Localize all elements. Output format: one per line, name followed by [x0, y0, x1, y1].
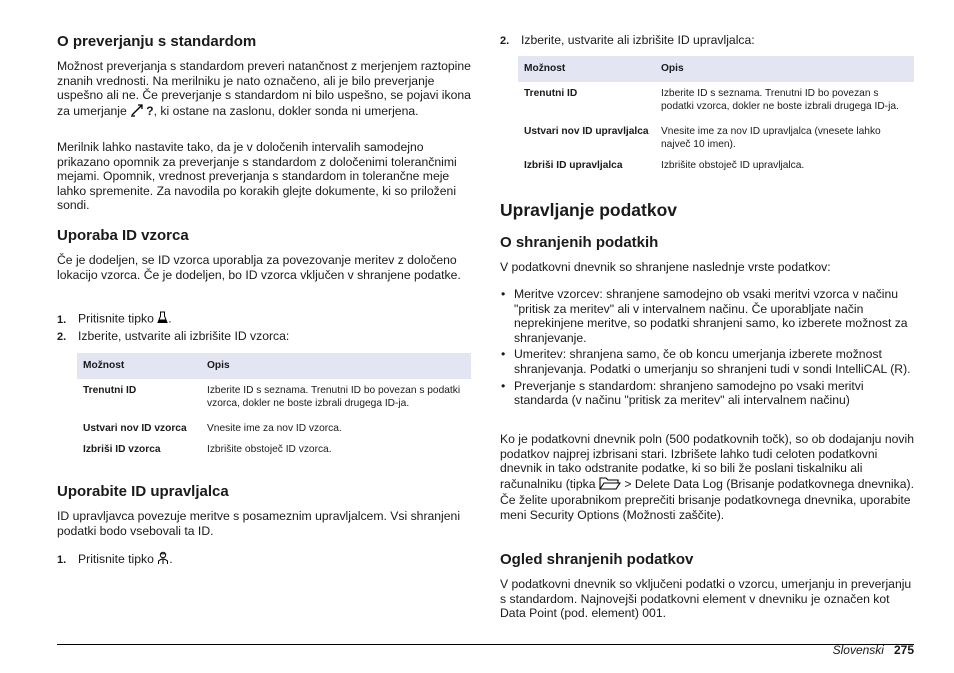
step-number: 1. [57, 554, 67, 567]
table-row [77, 415, 471, 440]
section-title-stored-data: O shranjenih podatkih [500, 234, 659, 251]
operator-id-step-2 [500, 33, 755, 49]
operator-id-paragraph: ID upravljavca povezuje meritve s posameznim upravljalcem. Vsi shranjeni podatki bodo vsebovali ta ID. [57, 509, 461, 538]
table-cell-option: Trenutni ID [524, 88, 578, 99]
standard-check-text-b: , ki ostane na zaslonu, dokler sonda ni umerjena. [153, 103, 419, 118]
step-text: Izberite, ustvarite ali izbrišite ID upravljalca: [521, 33, 755, 47]
standard-check-text-a: Možnost preverjanja s standardom preveri natančnost z merjenjem raztopine znanih vrednosti. Na merilniku je nato označeno, ali je bilo preverjanje uspešno ali ne. Če preverjanje s standardom ni bilo uspešno, se pojavi ikona za umerjanje [57, 59, 471, 118]
footer-divider [57, 644, 914, 645]
step-text: Izberite, ustvarite ali izbrišite ID vzorca: [78, 329, 290, 343]
list-item: • Umeritev: shranjena samo, če ob koncu umerjanja izberete možnost shranjevanja. Podatki o umerjanju so shranjeni tudi v sondi IntelliCAL (R). [500, 347, 914, 376]
sample-id-step-2 [57, 329, 289, 345]
calibration-icon [130, 103, 146, 121]
table-cell-option: Trenutni ID [83, 385, 137, 396]
view-stored-data-paragraph: V podatkovni dnevnik so vključeni podatki o vzorcu, umerjanju in preverjanju s standardom. Najnovejši podatkovni element v dnevniku je označen kot Data Point (pod. element) 001. [500, 577, 912, 621]
step-number: 1. [57, 313, 67, 326]
sample-id-paragraph: Če je dodeljen, se ID vzorca uporablja za povezovanje meritev z določeno lokacijo vzorca. Če je dodeljen, bo ID vzorca vključen v shranjene podatke. [57, 253, 461, 282]
table-row [518, 118, 914, 156]
table-header-row [77, 353, 471, 379]
list-item: • Meritve vzorcev: shranjene samodejno ob vsaki meritvi vzorca v načinu "pritisk za meritev" ali v intervalnem načinu. Če uporabljate način neprekinjene meritve, so podatki shranjeni samo, ko izberete možnost za shranjevanje. [500, 287, 914, 345]
stored-data-types-list [500, 287, 914, 410]
step-number: 2. [500, 35, 510, 47]
section-title-view-stored-data: Ogled shranjenih podatkov [500, 551, 694, 568]
table-header-option: Možnost [518, 56, 655, 82]
table-cell-description: Izbrišite obstoječ ID upravljalca. [661, 160, 805, 171]
table-header-description: Opis [201, 353, 471, 379]
sample-id-step-1 [57, 311, 172, 328]
table-header-description: Opis [655, 56, 914, 82]
operator-icon [157, 551, 169, 569]
footer-language: Slovenski [832, 643, 884, 657]
table-row [77, 379, 471, 415]
operator-id-step-1 [57, 551, 173, 569]
stored-data-intro: V podatkovni dnevnik so shranjene naslednje vrste podatkov: [500, 260, 831, 274]
table-cell-option: Izbriši ID vzorca [83, 444, 161, 455]
step-text: Pritisnite tipko [78, 311, 154, 326]
data-log-text-b: > Delete Data Log (Brisanje podatkovnega dnevnika). Če želite uporabnikom preprečiti brisanje podatkovnega dnevnika, uporabite meni Security Options (Možnosti zaščite). [500, 476, 914, 522]
step-text: Pritisnite tipko [78, 552, 154, 567]
table-cell-description: Izbrišite obstoječ ID vzorca. [207, 444, 332, 455]
table-cell-description: Vnesite ime za nov ID vzorca. [207, 423, 342, 434]
table-cell-description: Izberite ID s seznama. Trenutni ID bo povezan s podatki vzorca, dokler ne boste izbrali drugega ID-ja. [661, 88, 899, 112]
section-title-standard-check: O preverjanju s standardom [57, 33, 257, 50]
calibration-question-mark: ? [146, 103, 154, 118]
flask-icon [157, 311, 168, 328]
table-cell-option: Ustvari nov ID upravljalca [524, 126, 649, 137]
table-row [518, 82, 914, 118]
operator-id-options-table [518, 56, 914, 177]
step-text-end: . [168, 311, 172, 326]
list-item: • Preverjanje s standardom: shranjeno samodejno po vsaki meritvi standarda (v načinu "pritisk za meritev" ali intervalnem načinu) [500, 379, 914, 408]
page-number: 275 [893, 643, 914, 657]
table-row [77, 440, 471, 461]
table-cell-option: Izbriši ID upravljalca [524, 160, 623, 171]
folder-icon [599, 476, 621, 494]
step-text-end: . [169, 552, 173, 567]
table-cell-description: Izberite ID s seznama. Trenutni ID bo povezan s podatki vzorca, dokler ne boste izbrali drugega ID-ja. [207, 385, 461, 409]
section-title-data-management: Upravljanje podatkov [500, 200, 677, 220]
table-row [518, 156, 914, 177]
data-log-full-paragraph [500, 432, 914, 523]
table-cell-option: Ustvari nov ID vzorca [83, 423, 187, 434]
table-cell-description: Vnesite ime za nov ID upravljalca (vnesete lahko največ 10 imen). [661, 126, 881, 150]
data-log-text-a: Ko je podatkovni dnevnik poln (500 podatkovnih točk), so ob dodajanju novih podatkov najprej izbrisani stari. Izbrišete lahko tudi celoten podatkovni dnevnik in tako odstranite podatke, ki so bili že poslani tiskalniku ali računalniku (tipka [500, 432, 914, 491]
page-footer [833, 643, 914, 657]
table-header-row [518, 56, 914, 82]
standard-check-paragraph-2: Merilnik lahko nastavite tako, da je v določenih intervalih samodejno prikazano opomnik za preverjanje s standardom z določenimi tolerančnimi mejami. Opomnik, vrednost preverjanja s standardom in tolerančne meje lahko spremenite. Za navodila po korakih glejte dokumente, ki so priloženi sondi. [57, 140, 457, 213]
section-title-operator-id: Uporabite ID upravljalca [57, 483, 229, 500]
sample-id-options-table [77, 353, 471, 461]
section-title-sample-id: Uporaba ID vzorca [57, 227, 189, 244]
step-number: 2. [57, 331, 67, 343]
table-header-option: Možnost [77, 353, 201, 379]
standard-check-paragraph-1 [57, 59, 471, 120]
